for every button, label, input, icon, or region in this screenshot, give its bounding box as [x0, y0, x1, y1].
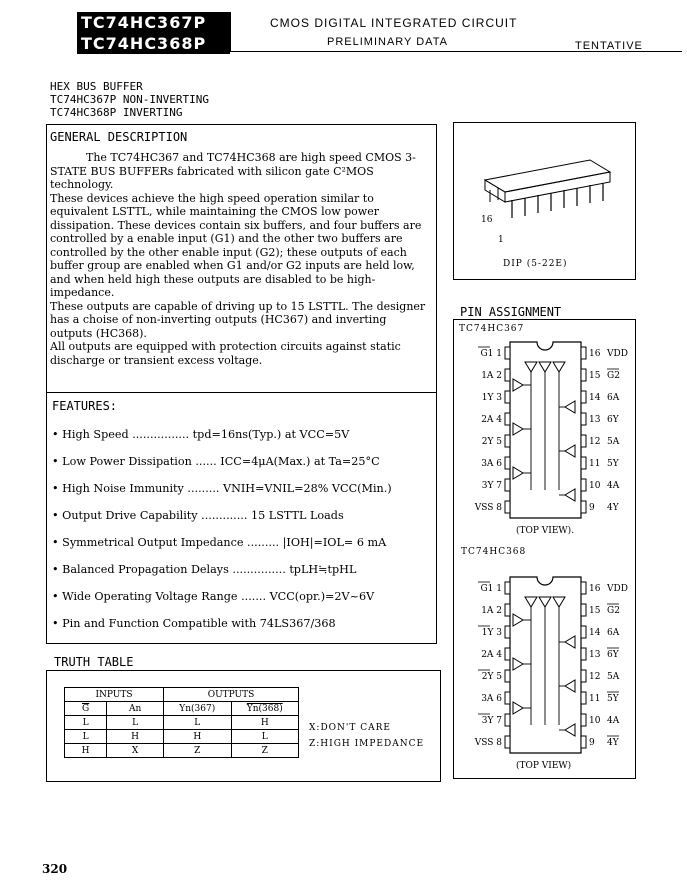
pin-stub [505, 736, 510, 748]
pin-stub [581, 501, 586, 513]
dip-package-drawing [470, 150, 620, 230]
pin-stub [581, 670, 586, 682]
buffer-symbol [513, 467, 523, 479]
feature-item: • High Noise Immunity ......... VNIH=VNIL=28% VCC(Min.) [52, 482, 392, 495]
chip-svg [453, 340, 636, 520]
description-paragraph-2: These devices achieve the high speed operation similar to equivalent LSTTL, while maintaining the CMOS low power dissipation. These devices contain six buffers, and four buffers are controlled by a enable input (G1) and the other two buffers are controlled by the other enable input (G2); these outputs of each buffer group are enabled when G1 and/or G2 inputs are held low, and when held high these outputs are disabled to be high-impedance. [50, 191, 422, 299]
buffer-symbol [553, 362, 565, 372]
subtitle-2: TC74HC367P NON-INVERTING [50, 93, 209, 106]
table-cell: H [65, 744, 107, 758]
pin-stub [581, 582, 586, 594]
chip2-diagram [453, 575, 636, 755]
pin-stub [505, 391, 510, 403]
pin-label: G2 [607, 606, 620, 616]
pin-label: 2A 4 [481, 415, 502, 425]
subtitle-3: TC74HC368P INVERTING [50, 106, 183, 119]
buffer-symbol [565, 636, 575, 648]
pin-stub [505, 670, 510, 682]
pin-number: 12 [589, 672, 601, 682]
pin-label: 2Y 5 [481, 437, 502, 447]
pin-label: 5A [607, 672, 620, 682]
pin-number: 10 [589, 481, 601, 491]
tentative-label: TENTATIVE [575, 40, 643, 52]
col-header: Yn(367) [164, 702, 232, 716]
chip2-view: (TOP VIEW) [516, 761, 572, 771]
pin-label: G1 1 [480, 349, 502, 359]
pin-stub [581, 435, 586, 447]
buffer-symbol [525, 362, 537, 372]
header-divider [230, 12, 231, 52]
pin-label: VDD [607, 349, 628, 359]
pin-number: 11 [589, 694, 601, 704]
table-cell: L [65, 716, 107, 730]
pin-stub [505, 369, 510, 381]
chip1-view: (TOP VIEW). [516, 526, 575, 536]
buffer-symbol [565, 680, 575, 692]
pin-label: 3Y 7 [481, 716, 502, 726]
pin-label: 1Y 3 [481, 628, 502, 638]
pin-label: 1Y 3 [481, 393, 502, 403]
buffer-symbol [565, 445, 575, 457]
part-number-2: TC74HC368P [81, 34, 207, 53]
buffer-symbol [565, 401, 575, 413]
pin-stub [581, 347, 586, 359]
pin-stub [505, 347, 510, 359]
pin-label: 3A 6 [481, 459, 502, 469]
pin-stub [581, 604, 586, 616]
pin-label: G2 [607, 371, 620, 381]
pin-stub [505, 604, 510, 616]
pin-label: G1 1 [480, 584, 502, 594]
pin-stub [581, 413, 586, 425]
pin-stub [505, 582, 510, 594]
pin-number: 16 [589, 349, 601, 359]
table-cell: H [231, 716, 299, 730]
table-cell: L [164, 716, 232, 730]
pin-number: 13 [589, 415, 601, 425]
pin-stub [505, 714, 510, 726]
buffer-symbol [565, 724, 575, 736]
pin-label: 5Y [607, 459, 619, 469]
pin-stub [505, 435, 510, 447]
pin-number: 11 [589, 459, 601, 469]
header-line-2: PRELIMINARY DATA [327, 36, 448, 48]
pin-number: 9 [589, 738, 595, 748]
part-number-1: TC74HC367P [81, 13, 207, 32]
description-paragraph-3: These outputs are capable of driving up to 15 LSTTL. The designer has a choise of non-inverting outputs (HC367) and inverting outputs (HC368). [50, 299, 426, 340]
truth-table-title: TRUTH TABLE [54, 655, 134, 669]
page-number: 320 [42, 862, 68, 876]
feature-item: • High Speed ................ tpd=16ns(Typ.) at VCC=5V [52, 428, 350, 441]
buffer-symbol [539, 597, 551, 607]
buffer-symbol [525, 597, 537, 607]
feature-item: • Wide Operating Voltage Range ....... VCC(opr.)=2V~6V [52, 590, 375, 603]
pin-label: 5Y [607, 694, 619, 704]
pin-stub [581, 457, 586, 469]
chip1-name: TC74HC367 [459, 324, 525, 334]
buffer-symbol [513, 658, 523, 670]
note-high-impedance: Z:HIGH IMPEDANCE [309, 739, 425, 749]
feature-item: • Balanced Propagation Delays ............... tpLH≒tpHL [52, 563, 357, 576]
buffer-symbol [539, 362, 551, 372]
chip1-diagram [453, 340, 636, 520]
feature-item: • Low Power Dissipation ...... ICC=4μA(Max.) at Ta=25°C [52, 455, 380, 468]
pin-label: 3A 6 [481, 694, 502, 704]
pin-label: 5A [607, 437, 620, 447]
pin-label: VDD [607, 584, 628, 594]
pin-label: 1A 2 [481, 371, 502, 381]
pin-number: 12 [589, 437, 601, 447]
pin-label: 6Y [607, 650, 619, 660]
pin-stub [581, 626, 586, 638]
pin-stub [505, 648, 510, 660]
pin-stub [505, 692, 510, 704]
description-paragraph-4: All outputs are equipped with protection circuits against static discharge or transient excess voltage. [50, 340, 401, 367]
pin-number: 15 [589, 606, 601, 616]
buffer-symbol [513, 702, 523, 714]
table-cell: H [107, 730, 164, 744]
table-cell: X [107, 744, 164, 758]
pin-label: VSS 8 [474, 738, 502, 748]
pin-label: 4A [607, 481, 620, 491]
col-header: $\overline{G}$ [65, 702, 107, 716]
table-cell: Z [164, 744, 232, 758]
table-cell: L [107, 716, 164, 730]
header-line-1: CMOS DIGITAL INTEGRATED CIRCUIT [270, 16, 518, 30]
package-label: DIP (5-22E) [503, 259, 568, 269]
note-dont-care: X:DON'T CARE [309, 723, 391, 733]
buffer-symbol [513, 423, 523, 435]
pin-number: 10 [589, 716, 601, 726]
table-cell: H [164, 730, 232, 744]
features-divider [46, 392, 437, 393]
inputs-header: INPUTS [65, 688, 164, 702]
pin-assignment-title: PIN ASSIGNMENT [460, 305, 562, 319]
feature-item: • Symmetrical Output Impedance ......... |IOH|=IOL= 6 mA [52, 536, 387, 549]
pin-stub [505, 479, 510, 491]
pin-number: 15 [589, 371, 601, 381]
pin-stub [505, 413, 510, 425]
buffer-symbol [553, 597, 565, 607]
pin-stub [505, 626, 510, 638]
description-text [50, 151, 432, 367]
features-title: FEATURES: [52, 399, 118, 413]
pin-number: 14 [589, 628, 601, 638]
feature-item: • Pin and Function Compatible with 74LS367/368 [52, 617, 336, 630]
buffer-symbol [513, 614, 523, 626]
pin-label: 2A 4 [481, 650, 502, 660]
table-cell: L [65, 730, 107, 744]
feature-item: • Output Drive Capability ............. 15 LSTTL Loads [52, 509, 344, 522]
pin-stub [505, 501, 510, 513]
pin-number: 13 [589, 650, 601, 660]
outputs-header: OUTPUTS [164, 688, 299, 702]
pin-stub [581, 714, 586, 726]
subtitle-1: HEX BUS BUFFER [50, 80, 143, 93]
pin-label: 2Y 5 [481, 672, 502, 682]
table-cell: Z [231, 744, 299, 758]
pin-stub [581, 479, 586, 491]
pin-label: 3Y 7 [481, 481, 502, 491]
col-header: An [107, 702, 164, 716]
buffer-symbol [565, 489, 575, 501]
pin-label: 1A 2 [481, 606, 502, 616]
part-number-block [77, 12, 230, 54]
pin-label: 4A [607, 716, 620, 726]
pin-label: 6A [607, 628, 620, 638]
pin-label: 4Y [607, 503, 619, 513]
pin-label: VSS 8 [474, 503, 502, 513]
description-paragraph-1: The TC74HC367 and TC74HC368 are high speed CMOS 3-STATE BUS BUFFERs fabricated with silicon gate C²MOS technology. [50, 151, 416, 191]
pin-label: 4Y [607, 738, 619, 748]
pin-number: 9 [589, 503, 595, 513]
pin-stub [581, 391, 586, 403]
table-cell: L [231, 730, 299, 744]
pin-1-label: 1 [498, 235, 504, 245]
pin-stub [581, 648, 586, 660]
pin-stub [581, 736, 586, 748]
pin-number: 14 [589, 393, 601, 403]
pin-number: 16 [589, 584, 601, 594]
pin-stub [505, 457, 510, 469]
description-title: GENERAL DESCRIPTION [50, 130, 188, 144]
chip-svg [453, 575, 636, 755]
col-header: Yn(368) [231, 702, 299, 716]
pin-stub [581, 692, 586, 704]
buffer-symbol [513, 379, 523, 391]
pin-label: 6Y [607, 415, 619, 425]
pin-stub [581, 369, 586, 381]
truth-table [64, 687, 299, 758]
chip2-name: TC74HC368 [461, 547, 527, 557]
pin-label: 6A [607, 393, 620, 403]
pin-16-label: 16 [481, 215, 493, 225]
